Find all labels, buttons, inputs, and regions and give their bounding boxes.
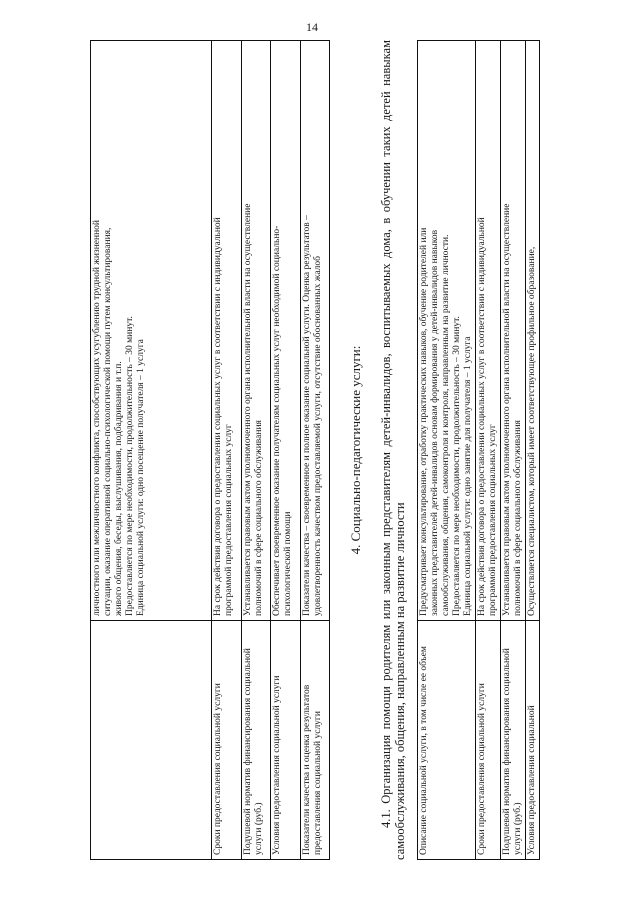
rotated-page-content xyxy=(90,40,560,860)
text-line: Показатели качества – своевременное и полное оказание социальной услуги. Оценка результатов – xyxy=(301,215,312,616)
row-value xyxy=(501,41,526,621)
text-line: Устанавливается правовым актом уполномоченного органа исполнительной власти на осуществление xyxy=(502,203,512,616)
text-line: ситуации, оказание оперативной социально-психологической помощи путем консультирования, xyxy=(103,227,113,616)
row-label: Условия предоставления социальной услуги xyxy=(271,621,301,860)
table-row xyxy=(212,41,242,860)
text-line: Устанавливается правовым актом уполномоченного органа исполнительной власти на осуществление xyxy=(242,203,253,616)
text-line: Единица социальной услуги: одно занятие для получателя – 1 услуга xyxy=(463,336,473,616)
text-line: самообслуживания, общения, самоконтроля и контроля, направленным на развитие личности. xyxy=(441,234,451,616)
row-label: Сроки предоставления социальной услуги xyxy=(476,621,501,860)
text-line: психологической помощи xyxy=(283,511,293,616)
text-line: На срок действия договора о предоставлении социальных услуг в соответствии с индивидуальной xyxy=(213,217,223,616)
text-line: личностного или межличностного конфликта, способствующих усугублению трудной жизненной xyxy=(92,220,102,616)
table-row xyxy=(501,41,526,860)
text-line: программой предоставления социальных услуг xyxy=(488,424,498,616)
text-line: Предоставляется по мере необходимости, продолжительность – 30 минут. xyxy=(452,316,462,616)
row-value xyxy=(271,41,301,621)
text-line: Осуществляется специалистом, который имеет соответствующее профильное образование, xyxy=(527,246,537,616)
subsection-heading: 4.1. Организация помощи родителям или законным представителям детей-инвалидов, воспитываемых дома, в обучении таких детей навыкам самообслуживания, общения, направленным на развитие личности xyxy=(379,40,407,860)
section-heading: 4. Социально-педагогические услуги: xyxy=(348,345,363,555)
service-table-3 xyxy=(90,40,330,860)
row-value xyxy=(241,41,271,621)
row-label: Условия предоставления социальной xyxy=(526,621,540,860)
row-label: Сроки предоставления социальной услуги xyxy=(212,621,242,860)
text-line: Предоставляется по мере необходимости, продолжительность – 30 минут. xyxy=(125,316,135,616)
text-line: Предусматривает консультирование, отработку практических навыков, обучение родителей или xyxy=(419,227,429,616)
row-value xyxy=(476,41,501,621)
table-row xyxy=(271,41,301,860)
text-line: программой предоставления социальных услуг xyxy=(224,424,234,616)
text-line: На срок действия договора о предоставлении социальных услуг в соответствии с индивидуальной xyxy=(477,217,487,616)
row-value xyxy=(526,41,540,621)
table-row xyxy=(300,41,330,860)
text-line: законных представителей детей-инвалидов основам формирования у детей-инвалидов навыков xyxy=(430,229,440,616)
row-label xyxy=(91,621,212,860)
row-value xyxy=(212,41,242,621)
table-row xyxy=(241,41,271,860)
text-line: Обеспечивает своевременное оказание получателям социальных услуг необходимой социально- xyxy=(272,225,282,616)
table-row xyxy=(526,41,540,860)
text-line: живого общения, беседы, выслушивания, подбадривания и т.п. xyxy=(114,361,124,616)
page-number: 14 xyxy=(306,20,318,34)
row-description xyxy=(418,41,476,621)
row-label: Описание социальной услуги, в том числе ее объем xyxy=(418,621,476,860)
row-description xyxy=(91,41,212,621)
table-row xyxy=(91,41,212,860)
table-row xyxy=(418,41,476,860)
text-line: удовлетворенность качеством предоставляемой услуги, отсутствие обоснованных жалоб xyxy=(312,256,323,616)
row-label: Показатели качества и оценка результатов предоставления социальной услуги xyxy=(300,621,330,860)
text-line: Единица социальной услуги: одно посещение получателя – 1 услуга xyxy=(136,339,146,616)
row-value xyxy=(300,41,330,621)
table-row xyxy=(476,41,501,860)
text-line: полномочий в сфере социального обслуживания xyxy=(513,420,523,616)
text-line: полномочий в сфере социального обслуживания xyxy=(253,420,264,616)
row-label: Подушевой норматив финансирования социальной услуги (руб.) xyxy=(241,621,271,860)
service-table-4-1 xyxy=(417,40,540,860)
row-label: Подушевой норматив финансирования социальной услуги (руб.) xyxy=(501,621,526,860)
